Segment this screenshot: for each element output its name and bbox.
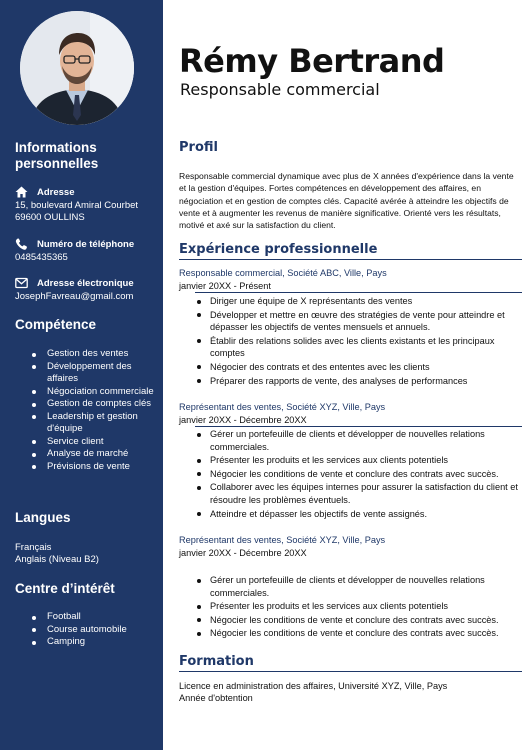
job-duty-item: Négocier les conditions de vente et conclure des contrats avec succès. bbox=[195, 614, 522, 627]
info-heading bbox=[15, 140, 98, 172]
phone-label-row bbox=[15, 238, 134, 250]
job-duty-item: Présenter les produits et les services aux clients potentiels bbox=[195, 600, 522, 613]
education-divider bbox=[179, 671, 522, 672]
person-title: Responsable commercial bbox=[180, 80, 380, 99]
education-degree: Licence en administration des affaires, Université XYZ, Ville, Pays bbox=[179, 681, 448, 691]
job-duty-item: Négocier des contrats et des ententes avec les clients bbox=[195, 361, 522, 374]
person-name: Rémy Bertrand bbox=[179, 42, 445, 80]
skill-item: Gestion des ventes bbox=[30, 348, 158, 361]
job-duty-item: Négocier les conditions de vente et conclure des contrats avec succès. bbox=[195, 627, 522, 640]
email-label: Adresse électronique bbox=[37, 277, 134, 289]
job-divider bbox=[195, 426, 522, 427]
job-duties-list bbox=[195, 428, 522, 521]
info-heading-line1: Informations bbox=[15, 140, 97, 155]
envelope-icon bbox=[15, 277, 28, 289]
profile-heading: Profil bbox=[179, 140, 218, 155]
interests-heading: Centre d’intérêt bbox=[15, 581, 115, 596]
job-duty-item: Atteindre et dépasser les objectifs de vente assignés. bbox=[195, 508, 522, 521]
language-item: Anglais (Niveau B2) bbox=[15, 554, 99, 565]
languages-heading: Langues bbox=[15, 510, 71, 525]
job-duty-item: Gérer un portefeuille de clients et développer de nouvelles relations commerciales. bbox=[195, 574, 522, 599]
interests-list bbox=[30, 611, 158, 649]
languages-list bbox=[15, 542, 160, 566]
job-dates: janvier 20XX - Présent bbox=[179, 281, 271, 291]
job-duty-item: Diriger une équipe de X représentants des ventes bbox=[195, 295, 522, 308]
skill-item: Analyse de marché bbox=[30, 448, 158, 461]
address-line1: 15, boulevard Amiral Courbet bbox=[15, 200, 139, 211]
job-duty-item: Établir des relations solides avec les clients existants et les principaux comptes bbox=[195, 335, 522, 360]
profile-photo-image bbox=[20, 11, 134, 125]
email-value: JosephFavreau@gmail.com bbox=[15, 291, 134, 302]
job-dates: janvier 20XX - Décembre 20XX bbox=[179, 548, 307, 558]
education-year: Année d'obtention bbox=[179, 693, 253, 704]
job-duty-item: Gérer un portefeuille de clients et développer de nouvelles relations commerciales. bbox=[195, 428, 522, 453]
job-duties-list bbox=[195, 295, 522, 388]
phone-icon bbox=[15, 238, 28, 250]
skill-item: Leadership et gestion d'équipe bbox=[30, 411, 158, 436]
job-duty-item: Collaborer avec les équipes internes pour assurer la satisfaction du client et résoudre les problèmes éventuels. bbox=[195, 481, 522, 506]
job-title: Représentant des ventes, Société XYZ, Ville, Pays bbox=[179, 535, 386, 545]
profile-photo bbox=[20, 11, 134, 125]
skill-item: Prévisions de vente bbox=[30, 461, 158, 474]
skills-list bbox=[30, 348, 158, 473]
address-line2: 69600 OULLINS bbox=[15, 212, 85, 223]
job-title: Représentant des ventes, Société XYZ, Ville, Pays bbox=[179, 402, 386, 412]
interest-item: Camping bbox=[30, 636, 158, 649]
job-dates: janvier 20XX - Décembre 20XX bbox=[179, 415, 307, 425]
email-label-row bbox=[15, 277, 134, 289]
home-icon bbox=[15, 186, 28, 198]
address-label: Adresse bbox=[37, 186, 75, 198]
job-duty-item: Préparer des rapports de vente, des analyses de performances bbox=[195, 375, 522, 388]
interest-item: Course automobile bbox=[30, 624, 158, 637]
interest-item: Football bbox=[30, 611, 158, 624]
education-heading: Formation bbox=[179, 654, 254, 669]
phone-label: Numéro de téléphone bbox=[37, 238, 135, 250]
job-duty-item: Négocier les conditions de vente et conclure des contrats avec succès. bbox=[195, 468, 522, 481]
skill-item: Gestion de comptes clés bbox=[30, 398, 158, 411]
experience-divider bbox=[179, 259, 522, 260]
profile-text: Responsable commercial dynamique avec plus de X années d'expérience dans la vente et la gestion d'équipes. Fortes compétences en développement des affaires, en négociation et en gestion de comptes clés. Capacité avérée à atteindre les objectifs de vente et à augmenter les revenus de manière significative. Orienté vers les résultats, motivé et axé sur la satisfaction du client. bbox=[179, 171, 514, 231]
skill-item: Développement des affaires bbox=[30, 361, 158, 386]
language-item: Français bbox=[15, 542, 52, 553]
skill-item: Service client bbox=[30, 436, 158, 449]
phone-value: 0485435365 bbox=[15, 252, 68, 263]
address-label-row bbox=[15, 186, 75, 198]
job-title: Responsable commercial, Société ABC, Ville, Pays bbox=[179, 268, 387, 278]
skills-heading: Compétence bbox=[15, 317, 97, 332]
job-duty-item: Développer et mettre en œuvre des stratégies de vente pour atteindre et dépasser les objectifs de ventes mensuels et annuels. bbox=[195, 309, 522, 334]
job-divider bbox=[195, 292, 522, 293]
skill-item: Négociation commerciale bbox=[30, 386, 158, 399]
address-text bbox=[15, 200, 160, 224]
info-heading-line2: personnelles bbox=[15, 156, 99, 171]
job-duties-list bbox=[195, 574, 522, 641]
experience-heading: Expérience professionnelle bbox=[179, 242, 378, 257]
education-text bbox=[179, 680, 522, 705]
job-duty-item: Présenter les produits et les services aux clients potentiels bbox=[195, 454, 522, 467]
